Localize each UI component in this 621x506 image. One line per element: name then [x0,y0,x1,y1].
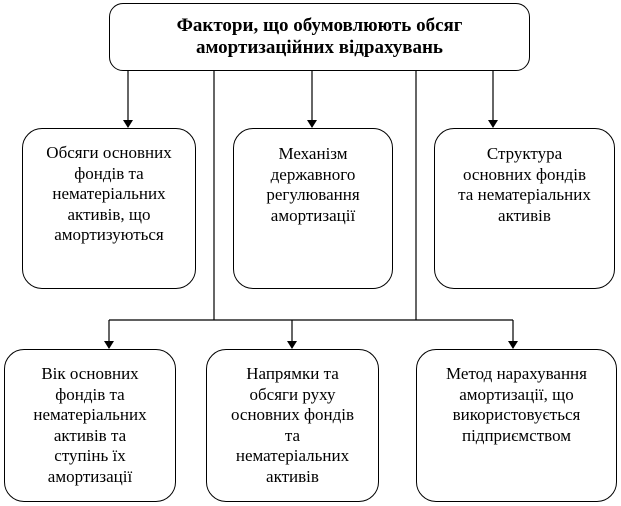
factor-text-6: Метод нарахування амортизації, що використовується підприємством [446,364,587,445]
factor-box-3 [434,128,615,289]
factor-box-4 [4,349,176,502]
factor-text-3: Структура основних фондів та нематеріальних активів [458,144,591,225]
title-box [109,3,530,71]
factor-text-2: Механізм державного регулювання амортизації [266,144,360,225]
factor-text-4: Вік основних фондів та нематеріальних активів та ступінь їх амортизації [33,364,147,486]
factor-box-6 [416,349,617,502]
factor-box-5 [206,349,379,502]
factor-box-1 [22,128,196,289]
title-text: Фактори, що обумовлюють обсяг амортизаційних відрахувань [176,15,463,58]
factor-box-2 [233,128,393,289]
factor-text-1: Обсяги основних фондів та нематеріальних активів, що амортизуються [46,143,172,244]
factor-text-5: Напрямки та обсяги руху основних фондів та нематеріальних активів [230,364,355,486]
